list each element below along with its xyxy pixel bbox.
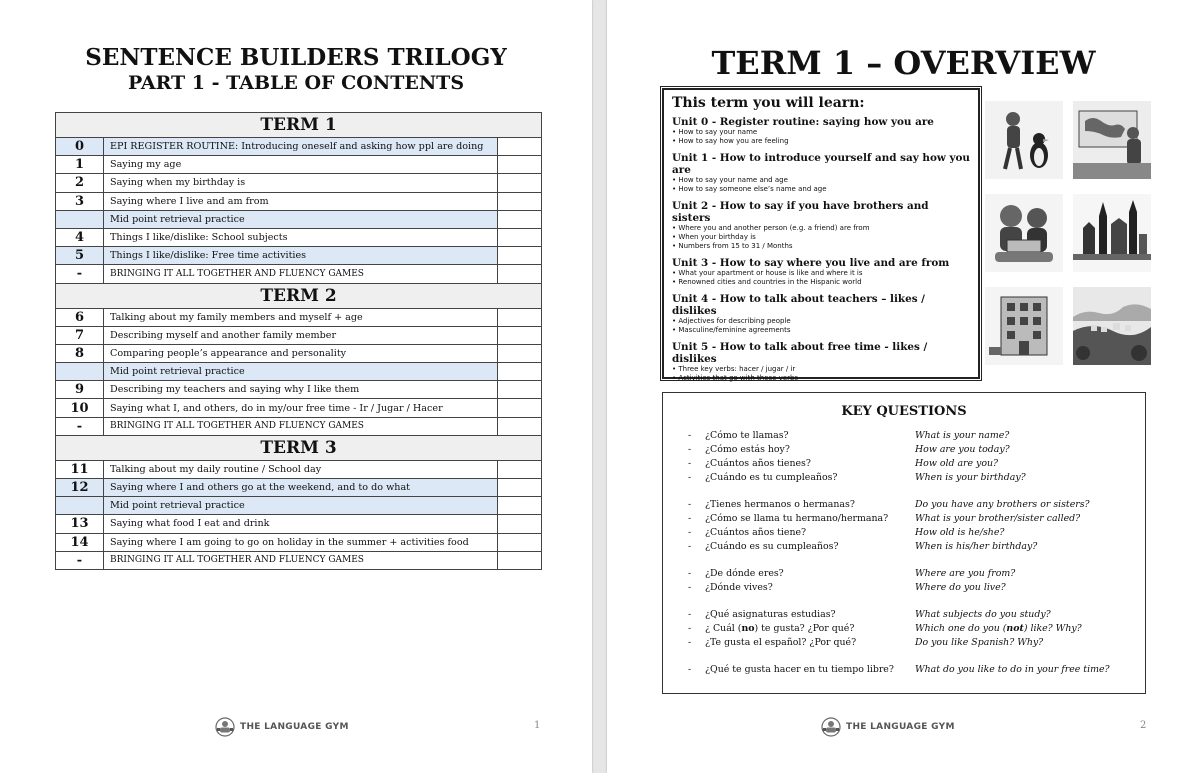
toc-unit-title: EPI REGISTER ROUTINE: Introducing oneself and asking how ppl are doing	[104, 138, 498, 156]
footer-logo	[821, 717, 955, 737]
overview-title: TERM 1 – OVERVIEW	[711, 44, 1096, 82]
toc-unit-title: Things I like/dislike: School subjects	[104, 228, 498, 246]
key-question-row	[663, 609, 1145, 623]
english-translation: What is your brother/sister called?	[915, 513, 1081, 524]
toc-unit-number: 8	[56, 344, 104, 362]
toc-row	[56, 174, 542, 192]
toc-unit-title: Mid point retrieval practice	[104, 497, 498, 515]
toc-page-cell	[498, 308, 542, 326]
toc-page-cell	[498, 265, 542, 283]
dash-bullet: -	[688, 458, 692, 469]
dash-bullet: -	[688, 541, 692, 552]
toc-page-cell	[498, 460, 542, 478]
spanish-question: ¿De dónde eres?	[705, 568, 784, 579]
toc-page-cell	[498, 344, 542, 362]
document-title: SENTENCE BUILDERS TRILOGY	[85, 44, 507, 71]
key-question-row	[663, 472, 1145, 486]
key-question-row	[663, 458, 1145, 472]
toc-unit-number: 13	[56, 515, 104, 533]
toc-unit-number: -	[56, 551, 104, 569]
english-translation: How are you today?	[915, 444, 1010, 455]
toc-page-cell	[498, 417, 542, 435]
spanish-question: ¿Cuándo es tu cumpleaños?	[705, 472, 838, 483]
spanish-question: ¿Cómo estás hoy?	[705, 444, 790, 455]
teacher-at-map-icon	[1073, 101, 1151, 179]
unit-bullet: • Where you and another person (e.g. a friend) are from	[672, 224, 870, 232]
toc-unit-number	[56, 210, 104, 228]
toc-page-cell	[498, 210, 542, 228]
english-translation: When is his/her birthday?	[915, 541, 1038, 552]
toc-row	[56, 363, 542, 381]
english-translation: Where are you from?	[915, 568, 1016, 579]
unit-bullet: • How to say someone else’s name and age	[672, 185, 827, 193]
children-reading-icon	[985, 194, 1063, 272]
toc-unit-title: Mid point retrieval practice	[104, 363, 498, 381]
toc-unit-title: Describing myself and another family member	[104, 326, 498, 344]
unit-block	[672, 293, 970, 335]
dash-bullet: -	[688, 637, 692, 648]
toc-unit-title: Talking about my family members and myself + age	[104, 308, 498, 326]
unit-bullet: • Activities that go with those verbs	[672, 374, 799, 382]
key-question-row	[663, 430, 1145, 444]
toc-unit-title: Describing my teachers and saying why I like them	[104, 381, 498, 399]
toc-row	[56, 265, 542, 283]
toc-unit-number: 10	[56, 399, 104, 417]
toc-unit-number: 11	[56, 460, 104, 478]
unit-bullet: • Masculine/feminine agreements	[672, 326, 791, 334]
english-translation: Do you have any brothers or sisters?	[915, 499, 1090, 510]
toc-unit-title: Mid point retrieval practice	[104, 210, 498, 228]
key-question-row	[663, 623, 1145, 637]
unit-block	[672, 257, 970, 287]
key-question-row	[663, 499, 1145, 513]
toc-unit-title: BRINGING IT ALL TOGETHER AND FLUENCY GAMES	[104, 417, 498, 435]
unit-bullet: • Three key verbs: hacer / jugar / ir	[672, 365, 796, 373]
key-question-row	[663, 444, 1145, 458]
dash-bullet: -	[688, 513, 692, 524]
spanish-question	[705, 623, 854, 634]
toc-unit-title: Saying when my birthday is	[104, 174, 498, 192]
unit-heading: Unit 5 - How to talk about free time - likes / dislikes	[672, 341, 928, 365]
dash-bullet: -	[688, 623, 692, 634]
page-number: 1	[534, 720, 541, 731]
dash-bullet: -	[688, 609, 692, 620]
unit-bullet: • When your birthday is	[672, 233, 756, 241]
toc-unit-number: 5	[56, 247, 104, 265]
toc-row	[56, 138, 542, 156]
toc-row	[56, 156, 542, 174]
toc-page-cell	[498, 399, 542, 417]
toc-row	[56, 399, 542, 417]
dash-bullet: -	[688, 582, 692, 593]
key-question-row	[663, 541, 1145, 555]
page-2	[607, 0, 1200, 773]
english-translation: How old is he/she?	[915, 527, 1005, 538]
toc-row	[56, 417, 542, 435]
toc-row	[56, 326, 542, 344]
term-heading: TERM 3	[56, 435, 542, 460]
unit-block	[672, 200, 970, 251]
toc-unit-number: 12	[56, 479, 104, 497]
key-question-row	[663, 568, 1145, 582]
toc-row	[56, 308, 542, 326]
table-of-contents	[55, 112, 542, 570]
toc-unit-title: BRINGING IT ALL TOGETHER AND FLUENCY GAMES	[104, 551, 498, 569]
question-text: ) te gusta? ¿Por qué?	[754, 623, 855, 634]
unit-bullet: • How to say how you are feeling	[672, 137, 789, 145]
unit-bullet: • Numbers from 15 to 31 / Months	[672, 242, 793, 250]
learning-objectives-box	[662, 88, 980, 382]
document-subtitle: PART 1 - TABLE OF CONTENTS	[127, 72, 465, 94]
toc-row	[56, 460, 542, 478]
unit-bullet: • What your apartment or house is like and where it is	[672, 269, 863, 277]
unit-bullet: • How to say your name	[672, 128, 758, 136]
toc-unit-number: 3	[56, 192, 104, 210]
unit-heading: Unit 0 - Register routine: saying how you are	[672, 116, 934, 128]
toc-page-cell	[498, 551, 542, 569]
toc-unit-number: 14	[56, 533, 104, 551]
toc-page-cell	[498, 228, 542, 246]
spanish-question: ¿Qué te gusta hacer en tu tiempo libre?	[705, 664, 894, 675]
key-question-row	[663, 527, 1145, 541]
english-translation: Do you like Spanish? Why?	[915, 637, 1044, 648]
toc-page-cell	[498, 515, 542, 533]
toc-row	[56, 381, 542, 399]
toc-unit-title: Saying where I am going to go on holiday in the summer + activities food	[104, 533, 498, 551]
term-heading: TERM 1	[56, 113, 542, 138]
english-translation: Where do you live?	[915, 582, 1006, 593]
toc-page-cell	[498, 156, 542, 174]
bold-word: not	[1006, 623, 1024, 634]
term-heading-row	[56, 113, 542, 138]
footer-logo	[215, 717, 349, 737]
toc-unit-title: Saying what I, and others, do in my/our free time - Ir / Jugar / Hacer	[104, 399, 498, 417]
toc-page-cell	[498, 138, 542, 156]
city-skyline-icon	[1073, 194, 1151, 272]
term-heading-row	[56, 435, 542, 460]
toc-row	[56, 533, 542, 551]
toc-unit-number	[56, 497, 104, 515]
unit-block	[672, 116, 970, 146]
toc-row	[56, 479, 542, 497]
dash-bullet: -	[688, 568, 692, 579]
toc-page-cell	[498, 192, 542, 210]
toc-unit-number: 2	[56, 174, 104, 192]
dash-bullet: -	[688, 430, 692, 441]
term-heading-row	[56, 283, 542, 308]
english-translation: What do you like to do in your free time?	[915, 664, 1110, 675]
toc-page-cell	[498, 479, 542, 497]
toc-unit-number: 1	[56, 156, 104, 174]
spanish-question: ¿Cuántos años tiene?	[705, 527, 807, 538]
toc-page-cell	[498, 174, 542, 192]
toc-unit-title: Saying where I and others go at the weekend, and to do what	[104, 479, 498, 497]
spanish-question: ¿Cuándo es su cumpleaños?	[705, 541, 839, 552]
term-heading: TERM 2	[56, 283, 542, 308]
toc-unit-number: 6	[56, 308, 104, 326]
translation-text: Which one do you (	[915, 623, 1007, 634]
spanish-question: ¿Cómo se llama tu hermano/hermana?	[705, 513, 889, 524]
toc-unit-title: BRINGING IT ALL TOGETHER AND FLUENCY GAMES	[104, 265, 498, 283]
unit-block	[672, 152, 970, 194]
toc-page-cell	[498, 533, 542, 551]
toc-row	[56, 210, 542, 228]
unit-heading: Unit 4 - How to talk about teachers – likes / dislikes	[672, 293, 925, 317]
toc-unit-title: Saying my age	[104, 156, 498, 174]
english-translation: How old are you?	[915, 458, 999, 469]
toc-row	[56, 551, 542, 569]
toc-page-cell	[498, 326, 542, 344]
dash-bullet: -	[688, 444, 692, 455]
toc-unit-number: 0	[56, 138, 104, 156]
toc-unit-number: 9	[56, 381, 104, 399]
toc-unit-title: Things I like/dislike: Free time activities	[104, 247, 498, 265]
english-translation: When is your birthday?	[915, 472, 1026, 483]
toc-row	[56, 228, 542, 246]
unit-bullet: • How to say your name and age	[672, 176, 788, 184]
spanish-question: ¿Te gusta el español? ¿Por qué?	[705, 637, 857, 648]
footer-brand-text: THE LANGUAGE GYM	[240, 722, 349, 732]
toc-page-cell	[498, 363, 542, 381]
bold-word: no	[741, 623, 755, 634]
dash-bullet: -	[688, 527, 692, 538]
unit-heading: Unit 1 - How to introduce yourself and say how you are	[672, 152, 970, 176]
toc-unit-title: Saying where I live and am from	[104, 192, 498, 210]
english-translation: What subjects do you study?	[915, 609, 1051, 620]
apartment-building-icon	[985, 287, 1063, 365]
dash-bullet: -	[688, 664, 692, 675]
english-translation	[915, 623, 1082, 634]
child-with-penguin-icon	[985, 101, 1063, 179]
toc-row	[56, 497, 542, 515]
footer-brand-text: THE LANGUAGE GYM	[846, 722, 955, 732]
unit-heading: Unit 2 - How to say if you have brothers and sisters	[672, 200, 929, 224]
toc-row	[56, 247, 542, 265]
toc-unit-title: Talking about my daily routine / School day	[104, 460, 498, 478]
dash-bullet: -	[688, 499, 692, 510]
toc-unit-title: Saying what food I eat and drink	[104, 515, 498, 533]
key-questions-box	[662, 392, 1146, 694]
toc-row	[56, 515, 542, 533]
english-translation: What is your name?	[915, 430, 1010, 441]
toc-unit-number: -	[56, 417, 104, 435]
key-question-row	[663, 637, 1145, 651]
toc-page-cell	[498, 247, 542, 265]
toc-unit-number: 4	[56, 228, 104, 246]
toc-unit-number	[56, 363, 104, 381]
unit-bullet: • Adjectives for describing people	[672, 317, 791, 325]
spanish-question: ¿Tienes hermanos o hermanas?	[705, 499, 855, 510]
toc-unit-number: -	[56, 265, 104, 283]
page-number: 2	[1140, 720, 1147, 731]
toc-row	[56, 344, 542, 362]
gym-logo-icon	[821, 717, 841, 737]
key-question-row	[663, 664, 1145, 678]
spanish-question: ¿Cuántos años tienes?	[705, 458, 811, 469]
dash-bullet: -	[688, 472, 692, 483]
unit-heading: Unit 3 - How to say where you live and are from	[672, 257, 950, 269]
page-1	[0, 0, 592, 773]
toc-unit-title: Comparing people’s appearance and personality	[104, 344, 498, 362]
key-question-row	[663, 582, 1145, 596]
toc-row	[56, 192, 542, 210]
toc-unit-number: 7	[56, 326, 104, 344]
toc-page-cell	[498, 381, 542, 399]
key-questions-title: KEY QUESTIONS	[841, 404, 967, 419]
spanish-question: ¿Dónde vives?	[705, 582, 773, 593]
toc-page-cell	[498, 497, 542, 515]
unit-block	[672, 341, 970, 383]
hillside-town-icon	[1073, 287, 1151, 365]
learning-box-title: This term you will learn:	[672, 95, 865, 111]
gym-logo-icon	[215, 717, 235, 737]
unit-bullet: • Renowned cities and countries in the Hispanic world	[672, 278, 862, 286]
key-question-row	[663, 513, 1145, 527]
question-text: ¿ Cuál (	[705, 623, 742, 634]
translation-text: ) like? Why?	[1023, 623, 1082, 634]
spanish-question: ¿Cómo te llamas?	[705, 430, 789, 441]
spanish-question: ¿Qué asignaturas estudias?	[705, 609, 836, 620]
